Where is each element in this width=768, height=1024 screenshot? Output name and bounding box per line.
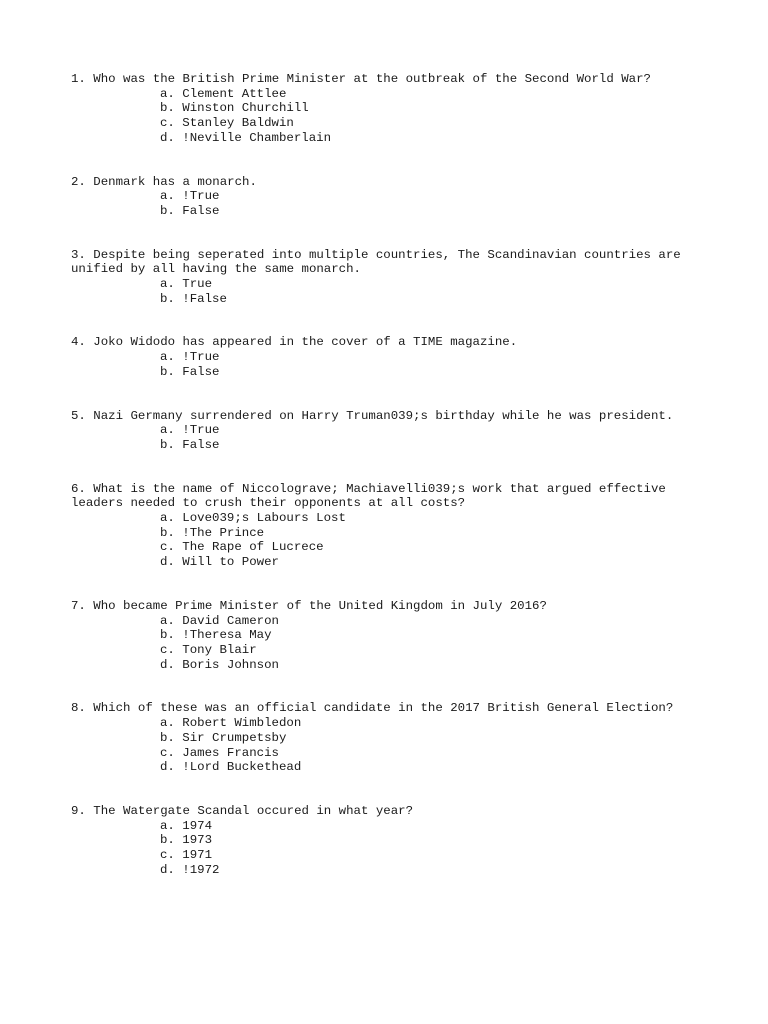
question-text: 5. Nazi Germany surrendered on Harry Truman039;s birthday while he was president. [71, 408, 674, 423]
answer-options [71, 511, 701, 570]
answer-options [71, 614, 701, 673]
answer-options [71, 87, 701, 146]
answer-option: c. 1971 [160, 848, 213, 863]
quiz-document [71, 72, 701, 877]
answer-option: a. David Cameron [160, 613, 279, 628]
answer-options [71, 189, 701, 218]
answer-option: b. Winston Churchill [160, 101, 309, 116]
answer-option: b. False [160, 364, 220, 379]
answer-option: b. False [160, 437, 220, 452]
question-text: 6. What is the name of Niccolograve; Machiavelli039;s work that argued effective leaders needed to crush their opponents at all costs? [71, 481, 674, 511]
answer-option: a. True [160, 277, 213, 292]
question-7 [71, 599, 701, 673]
answer-option: a. !True [160, 189, 220, 204]
answer-option: a. 1974 [160, 818, 213, 833]
answer-option: c. Stanley Baldwin [160, 116, 294, 131]
question-text: 9. The Watergate Scandal occured in what year? [71, 803, 414, 818]
answer-options [71, 423, 701, 452]
answer-options [71, 716, 701, 775]
answer-option: b. !The Prince [160, 525, 265, 540]
answer-option: d. Will to Power [160, 555, 279, 570]
question-9 [71, 804, 701, 878]
answer-options [71, 350, 701, 379]
question-4 [71, 335, 701, 379]
question-text: 2. Denmark has a monarch. [71, 174, 257, 189]
question-5 [71, 409, 701, 453]
question-8 [71, 701, 701, 775]
answer-option: b. 1973 [160, 833, 213, 848]
answer-option: a. Love039;s Labours Lost [160, 511, 346, 526]
answer-options [71, 819, 701, 878]
answer-option: d. !Neville Chamberlain [160, 130, 332, 145]
question-1 [71, 72, 701, 146]
answer-option: b. False [160, 203, 220, 218]
answer-option: d. !1972 [160, 862, 220, 877]
answer-option: b. Sir Crumpetsby [160, 730, 287, 745]
answer-option: a. !True [160, 350, 220, 365]
answer-option: d. !Lord Buckethead [160, 760, 302, 775]
question-3 [71, 248, 701, 307]
question-text: 1. Who was the British Prime Minister at the outbreak of the Second World War? [71, 72, 651, 86]
answer-option: d. Boris Johnson [160, 657, 279, 672]
answer-option: a. Clement Attlee [160, 86, 287, 101]
question-6 [71, 482, 701, 570]
answer-option: b. !Theresa May [160, 628, 272, 643]
question-2 [71, 175, 701, 219]
question-text: 7. Who became Prime Minister of the United Kingdom in July 2016? [71, 598, 547, 613]
question-text: 8. Which of these was an official candidate in the 2017 British General Election? [71, 701, 674, 716]
answer-option: c. James Francis [160, 745, 279, 760]
answer-option: c. Tony Blair [160, 642, 257, 657]
answer-option: a. !True [160, 423, 220, 438]
answer-option: a. Robert Wimbledon [160, 716, 302, 731]
answer-option: c. The Rape of Lucrece [160, 540, 324, 555]
question-text: 4. Joko Widodo has appeared in the cover of a TIME magazine. [71, 335, 518, 350]
question-text: 3. Despite being seperated into multiple countries, The Scandinavian countries are unified by all having the same monarch. [71, 247, 689, 277]
answer-options [71, 277, 701, 306]
answer-option: b. !False [160, 291, 227, 306]
